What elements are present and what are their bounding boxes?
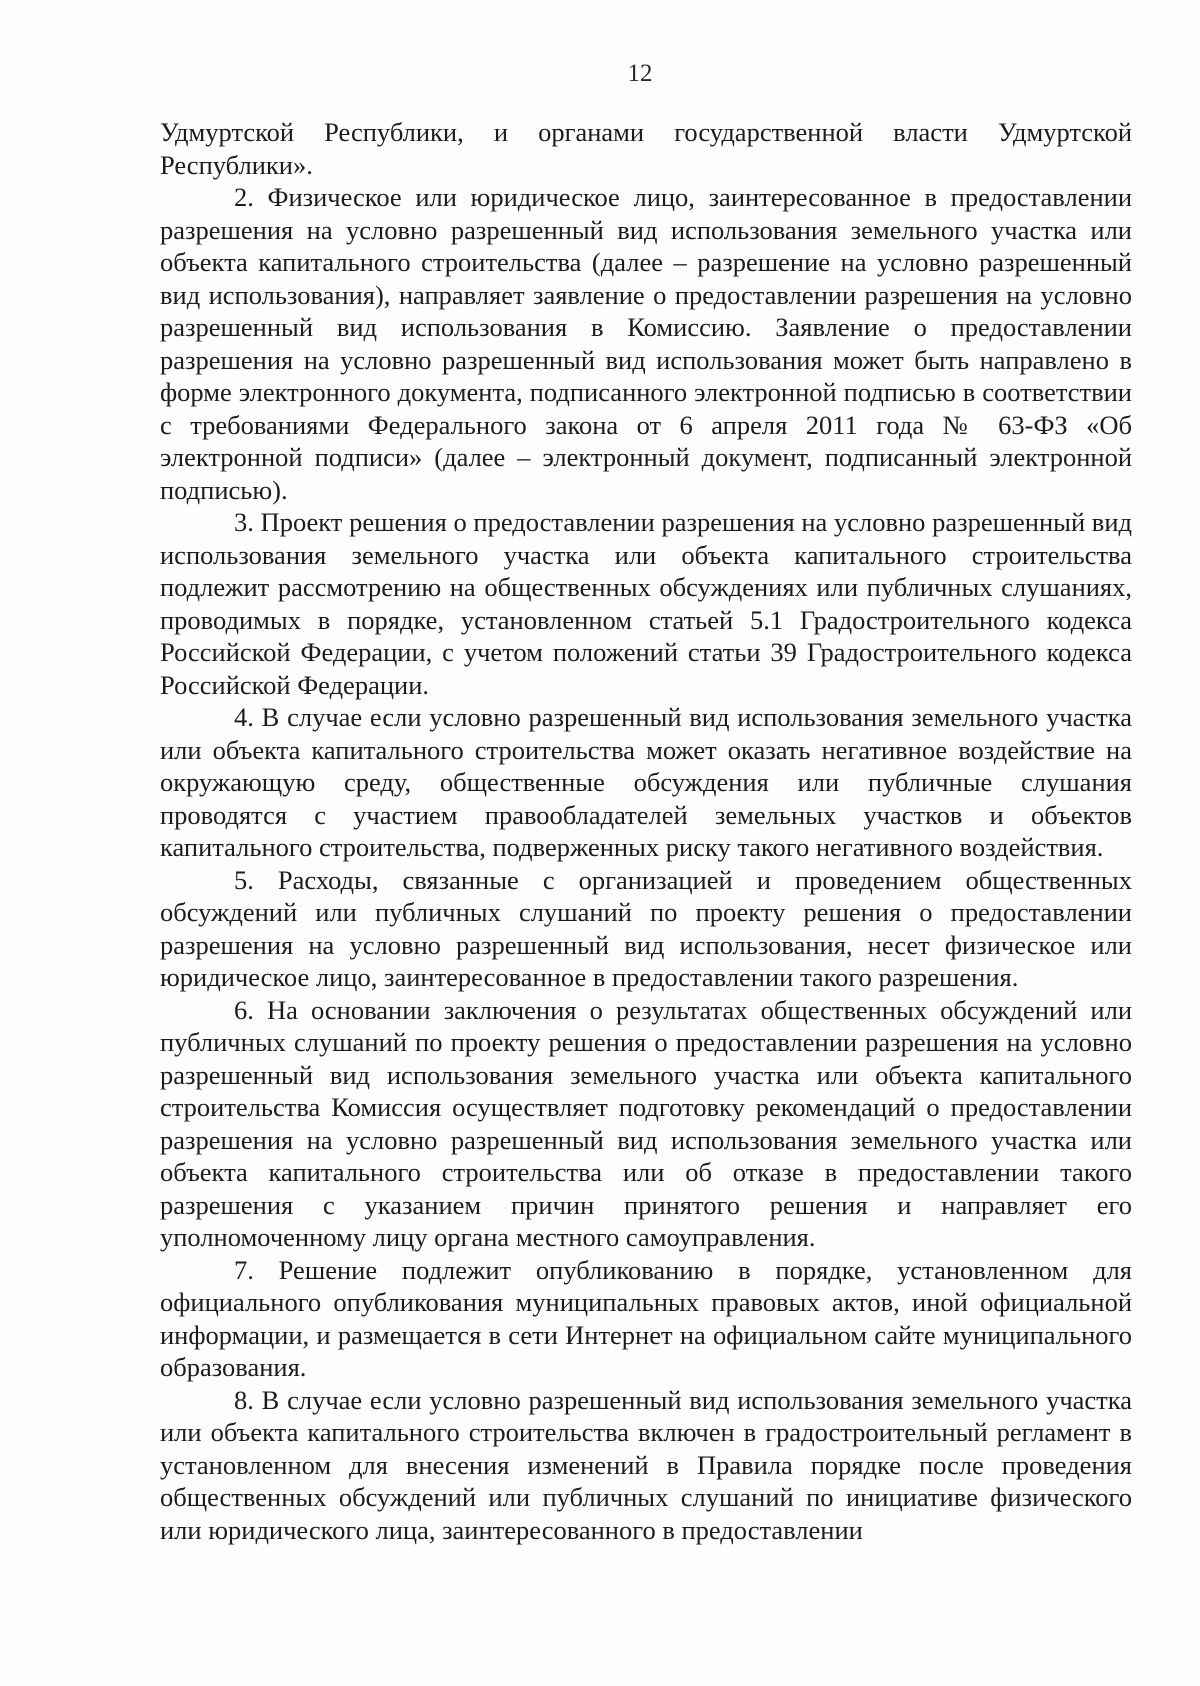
paragraph-6: 6. На основании заключения о результатах общественных обсуждений или публичных слушаний по проекту решения о предоставлении разрешения на условно разрешенный вид использования земельного участка или объекта капитального строительства Комиссия осуществляет подготовку рекомендаций о предоставлении разрешения на условно разрешенный вид использования земельного участка или объекта капитального строительства или об отказе в предоставлении такого разрешения с указанием причин принятого решения и направляет его уполномоченному лицу органа местного самоуправления. xyxy=(160,994,1132,1252)
document-body xyxy=(160,116,1132,1546)
paragraph-7: 7. Решение подлежит опубликованию в порядке, установленном для официального опубликования муниципальных правовых актов, иной официальной информации, и размещается в сети Интернет на официальном сайте муниципального образования. xyxy=(160,1254,1132,1382)
paragraph-8: 8. В случае если условно разрешенный вид использования земельного участка или объекта капитального строительства включен в градостроительный регламент в установленном для внесения изменений в Правила порядке после проведения общественных обсуждений или публичных слушаний по инициативе физического или юридического лица, заинтересованного в предоставлении xyxy=(160,1384,1132,1545)
paragraph-3: 3. Проект решения о предоставлении разрешения на условно разрешенный вид использования земельного участка или объекта капитального строительства подлежит рассмотрению на общественных обсуждениях или публичных слушаниях, проводимых в порядке, установленном статьей 5.1 Градостроительного кодекса Российской Федерации, с учетом положений статьи 39 Градостроительного кодекса Российской Федерации. xyxy=(160,507,1132,700)
page-number: 12 xyxy=(627,60,653,87)
paragraph-2: 2. Физическое или юридическое лицо, заинтересованное в предоставлении разрешения на условно разрешенный вид использования земельного участка или объекта капитального строительства (далее – разрешение на условно разрешенный вид использования), направляет заявление о предоставлении разрешения на условно разрешенный вид использования в Комиссию. Заявление о предоставлении разрешения на условно разрешенный вид использования может быть направлено в форме электронного документа, подписанного электронной подписью в соответствии с требованиями Федерального закона от 6 апреля 2011 года № 63-ФЗ «Об электронной подписи» (далее – электронный документ, подписанный электронной подписью). xyxy=(160,182,1132,505)
paragraph-5: 5. Расходы, связанные с организацией и проведением общественных обсуждений или публичных слушаний по проекту решения о предоставлении разрешения на условно разрешенный вид использования, несет физическое или юридическое лицо, заинтересованное в предоставлении такого разрешения. xyxy=(160,864,1132,992)
paragraph-4: 4. В случае если условно разрешенный вид использования земельного участка или объекта капитального строительства может оказать негативное воздействие на окружающую среду, общественные обсуждения или публичные слушания проводятся с участием правообладателей земельных участков и объектов капитального строительства, подверженных риску такого негативного воздействия. xyxy=(160,702,1132,862)
paragraph-continuation: Удмуртской Республики, и органами государственной власти Удмуртской Республики». xyxy=(160,117,1132,180)
